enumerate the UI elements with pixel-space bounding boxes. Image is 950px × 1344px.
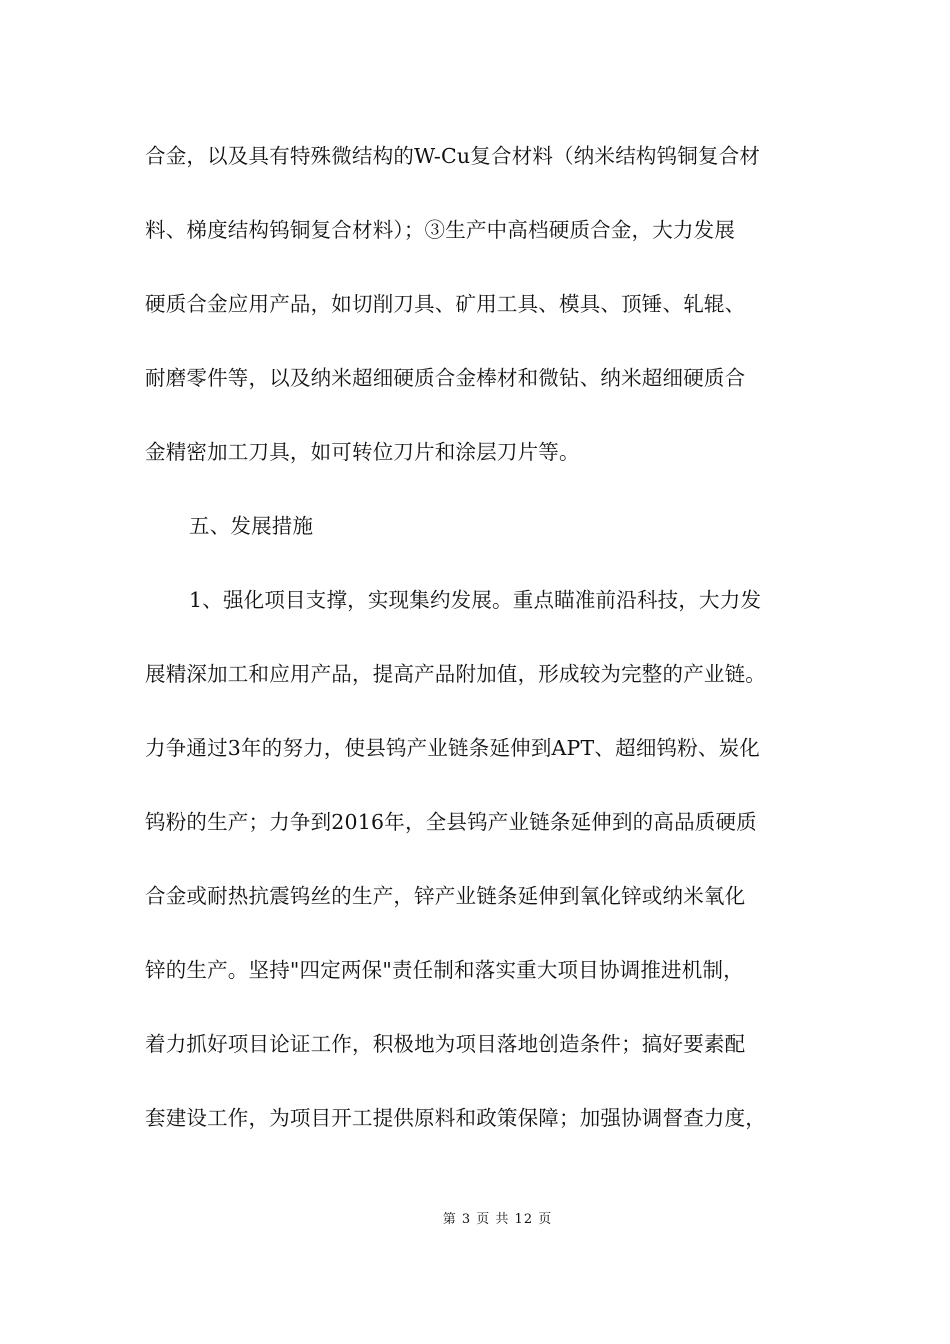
text-line: 合金或耐热抗震钨丝的生产，锌产业链条延伸到氧化锌或纳米氧化: [145, 884, 746, 908]
text-line: 着力抓好项目论证工作，积极地为项目落地创造条件；搞好要素配: [145, 1032, 746, 1056]
text-line: 展精深加工和应用产品，提高产品附加值，形成较为完整的产业链。: [145, 662, 766, 686]
text-line: 料、梯度结构钨铜复合材料）；③生产中高档硬质合金，大力发展: [145, 218, 736, 242]
section-heading: 五、发展措施: [189, 514, 314, 538]
page-number-label: 第 3 页 共 12 页: [442, 1212, 553, 1227]
text-line: 锌的生产。坚持"四定两保"责任制和落实重大项目协调推进机制，: [145, 958, 744, 982]
text-line: 钨粉的生产；力争到2016年，全县钨产业链条延伸到的高品质硬质: [145, 810, 757, 834]
body-text: [145, 136, 825, 1172]
text-line: 合金，以及具有特殊微结构的W-Cu复合材料（纳米结构钨铜复合材: [145, 144, 761, 168]
text-line: 力争通过3年的努力，使县钨产业链条延伸到APT、超细钨粉、炭化: [145, 736, 761, 760]
text-line: 套建设工作，为项目开工提供原料和政策保障；加强协调督查力度，: [145, 1106, 766, 1130]
paragraph-start-line: 1、强化项目支撑，实现集约发展。重点瞄准前沿科技，大力发: [189, 588, 762, 612]
text-line: 耐磨零件等，以及纳米超细硬质合金棒材和微钻、纳米超细硬质合: [145, 366, 746, 390]
text-line: 金精密加工刀具，如可转位刀片和涂层刀片等。: [145, 440, 580, 464]
page-footer: [0, 1208, 950, 1227]
text-line: 硬质合金应用产品，如切削刀具、矿用工具、模具、顶锤、轧辊、: [145, 292, 746, 316]
